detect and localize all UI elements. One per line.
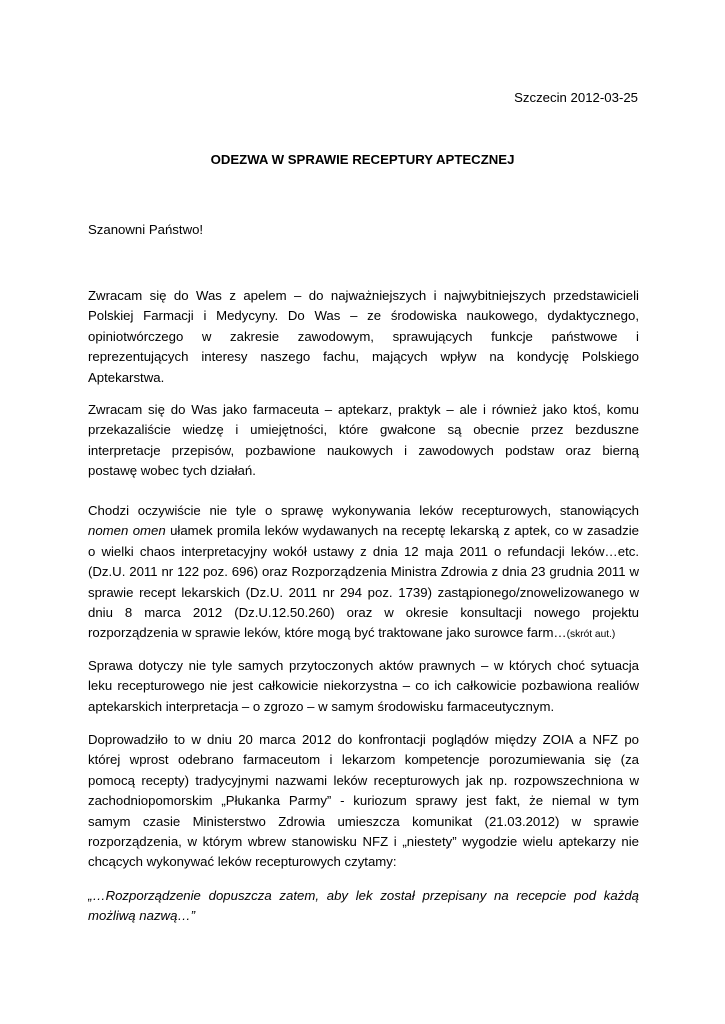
author-abbreviation-note: (skrót aut.) [566,629,616,641]
text-line: „…Rozporządzenie dopuszcza zatem, aby lek został przepisany na recepcie pod każdą [88,888,639,903]
text-line: Chodzi oczywiście nie tyle o sprawę wykonywania leków recepturowych, stanowiących [88,503,639,518]
text-line: Zwracam się do Was z apelem – do najważniejszych i najwybitniejszych przedstawicieli [88,288,639,303]
text-line: Aptekarstwa. [88,369,165,385]
document-greeting: Szanowni Państwo! [88,222,204,237]
text-line: Doprowadziło to w dniu 20 marca 2012 do konfrontacji poglądów między ZOIA a NFZ po [88,732,639,747]
text-line: przekazaliście wiedzę i umiejętności, które gwałcone są obecnie przez bezduszne [88,422,639,438]
text-line: zachodniopomorskim „Płukanka Parmy” - kuriozum sprawy jest fakt, że niemal w tym [88,793,639,809]
text-run: rozporządzenia w sprawie leków, które mogą być traktowane jako surowce farm… [88,625,567,641]
text-run: ułamek promila leków wydawanych na receptę lekarską z aptek, co w zasadzie [165,523,639,539]
text-line: Polskiej Farmacji i Medycyny. Do Was – ze środowiska naukowego, dydaktycznego, [88,308,639,324]
text-line: Zwracam się do Was jako farmaceuta – aptekarz, praktyk – ale i również jako ktoś, komu [88,402,639,417]
paragraph-5 [88,730,639,873]
paragraph-4 [88,656,639,717]
text-line: postawę wobec tych działań. [88,463,256,479]
text-line: interpretacje przepisów, pozbawione naukowych i zawodowych podstaw oraz bierną [88,442,639,458]
text-line [88,623,639,643]
paragraph-2 [88,400,639,482]
text-line: chcących wykonywać leków recepturowych czytamy: [88,854,397,870]
text-line: leku recepturowego nie jest całkowicie niekorzystna – co ich całkowicie pozbawiona realiów [88,678,639,694]
paragraph-3 [88,501,639,644]
text-line: pomocą recepty) tradycyjnymi nazwami leków recepturowych jak np. rozpowszechniona w [88,772,639,788]
text-line [88,521,639,541]
text-line: Sprawa dotyczy nie tyle samych przytoczonych aktów prawnych – w których choć sytuacja [88,658,639,673]
text-line: samym czasie Ministerstwo Zdrowia umieszcza komunikat (21.03.2012) w sprawie [88,813,639,829]
text-line: (Dz.U. 2011 nr 122 poz. 696) oraz Rozporządzenia Ministra Zdrowia z dnia 23 grudnia 2011 w [88,564,639,580]
document-date: Szczecin 2012-03-25 [514,90,638,105]
text-line: opiniotwórczego w zakresie zawodowym, sprawujących funkcje państwowe i [88,328,639,344]
text-line: dniu 8 marca 2012 (Dz.U.12.50.260) oraz w okresie konsultacji nowego projektu [88,604,639,620]
text-line: aptekarskich interpretacja – o zgrozo – w samym środowisku farmaceutycznym. [88,698,555,714]
text-line: możliwą nazwą…” [88,908,195,924]
text-line: o wielki chaos interpretacyjny wokół ustawy z dnia 12 maja 2011 o refundacji leków…etc. [88,543,639,559]
quote-paragraph [88,886,639,927]
paragraph-1 [88,286,639,388]
text-line: reprezentujących interesy naszego fachu, mających wpływ na kondycję Polskiego [88,349,639,365]
text-line: rozporządzenia, w którym wbrew stanowisku NFZ i „niestety” wygodzie wielu aptekarzy nie [88,833,639,849]
text-line: sprawie recept lekarskich (Dz.U. 2011 nr 294 poz. 1739) zastąpionego/znowelizowanego w [88,584,639,600]
text-line: której wprost odebrano farmaceutom i lekarzom kompetencje porozumiewania się (za [88,752,639,768]
italic-phrase: nomen omen [88,523,166,539]
document-title: ODEZWA W SPRAWIE RECEPTURY APTECZNEJ [210,152,515,167]
